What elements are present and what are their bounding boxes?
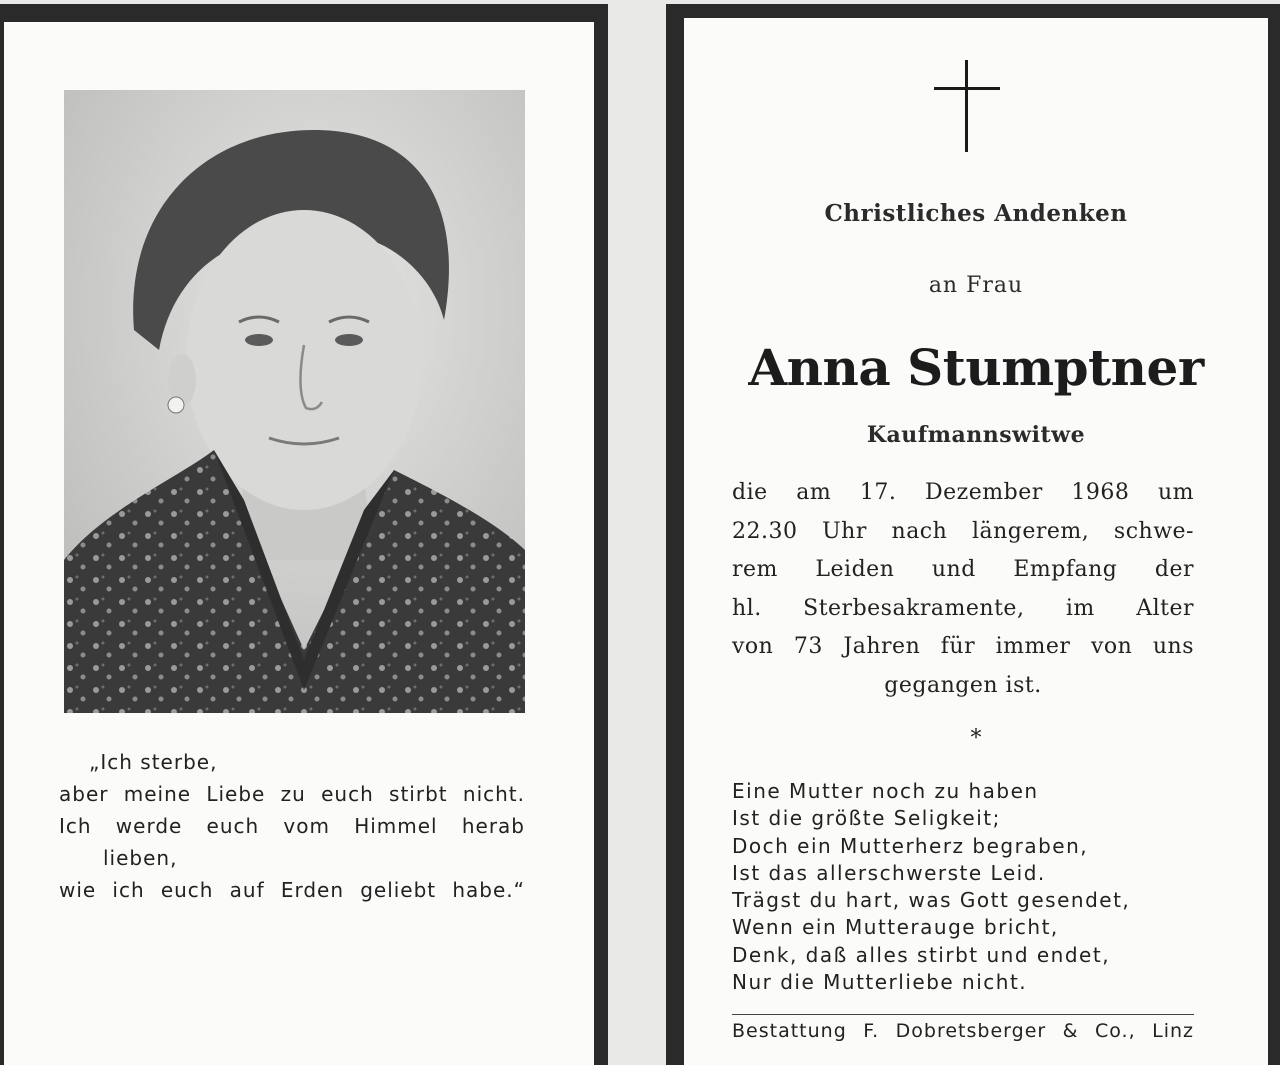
quote-line: lieben,: [103, 846, 178, 870]
poem-line: Doch ein Mutterherz begraben,: [732, 833, 1089, 858]
notice-line: die am 17. Dezember 1968 um: [732, 480, 1194, 505]
right-memorial-card: [666, 4, 1280, 1065]
funeral-home-footer: Bestattung F. Dobretsberger & Co., Linz: [732, 1020, 1194, 1042]
separator-asterisk: *: [970, 726, 982, 751]
left-memorial-card: [0, 4, 608, 1065]
cross-icon: [934, 60, 1000, 152]
heading: Christliches Andenken: [824, 200, 1128, 227]
notice-line: 22.30 Uhr nach längerem, schwe-: [732, 518, 1194, 544]
portrait-photo-image: [64, 90, 525, 713]
notice-line: rem Leiden und Empfang der: [732, 557, 1194, 582]
quote-line: wie ich euch auf Erden geliebt habe.“: [59, 878, 525, 902]
notice-line: von 73 Jahren für immer von uns: [732, 634, 1194, 659]
portrait-photo: [64, 90, 525, 713]
notice-line: hl. Sterbesakramente, im Alter: [732, 595, 1194, 621]
poem-line: Eine Mutter noch zu haben: [732, 779, 1039, 803]
deceased-title: Kaufmannswitwe: [866, 422, 1086, 448]
death-notice-text: [732, 474, 1194, 705]
poem-line: Ist die größte Seligkeit;: [732, 806, 1001, 831]
poem-line: Nur die Mutterliebe nicht.: [732, 970, 1028, 995]
memorial-quote: [59, 746, 525, 906]
poem-line: Denk, daß alles stirbt und endet,: [732, 942, 1111, 967]
salutation: an Frau: [928, 273, 1024, 298]
deceased-name: Anna Stumptner: [748, 338, 1204, 397]
quote-line: „Ich sterbe,: [89, 750, 218, 774]
quote-line: Ich werde euch vom Himmel herab: [59, 814, 525, 838]
poem: [732, 778, 1202, 996]
footer-divider: [732, 1014, 1194, 1015]
left-card-paper: [4, 22, 594, 1065]
notice-line: gegangen ist.: [884, 672, 1042, 698]
poem-line: Trägst du hart, was Gott gesendet,: [732, 888, 1131, 913]
poem-line: Ist das allerschwerste Leid.: [732, 860, 1046, 885]
poem-line: Wenn ein Mutterauge bricht,: [732, 915, 1059, 940]
right-card-paper: [684, 18, 1268, 1065]
quote-line: aber meine Liebe zu euch stirbt nicht.: [59, 782, 525, 806]
